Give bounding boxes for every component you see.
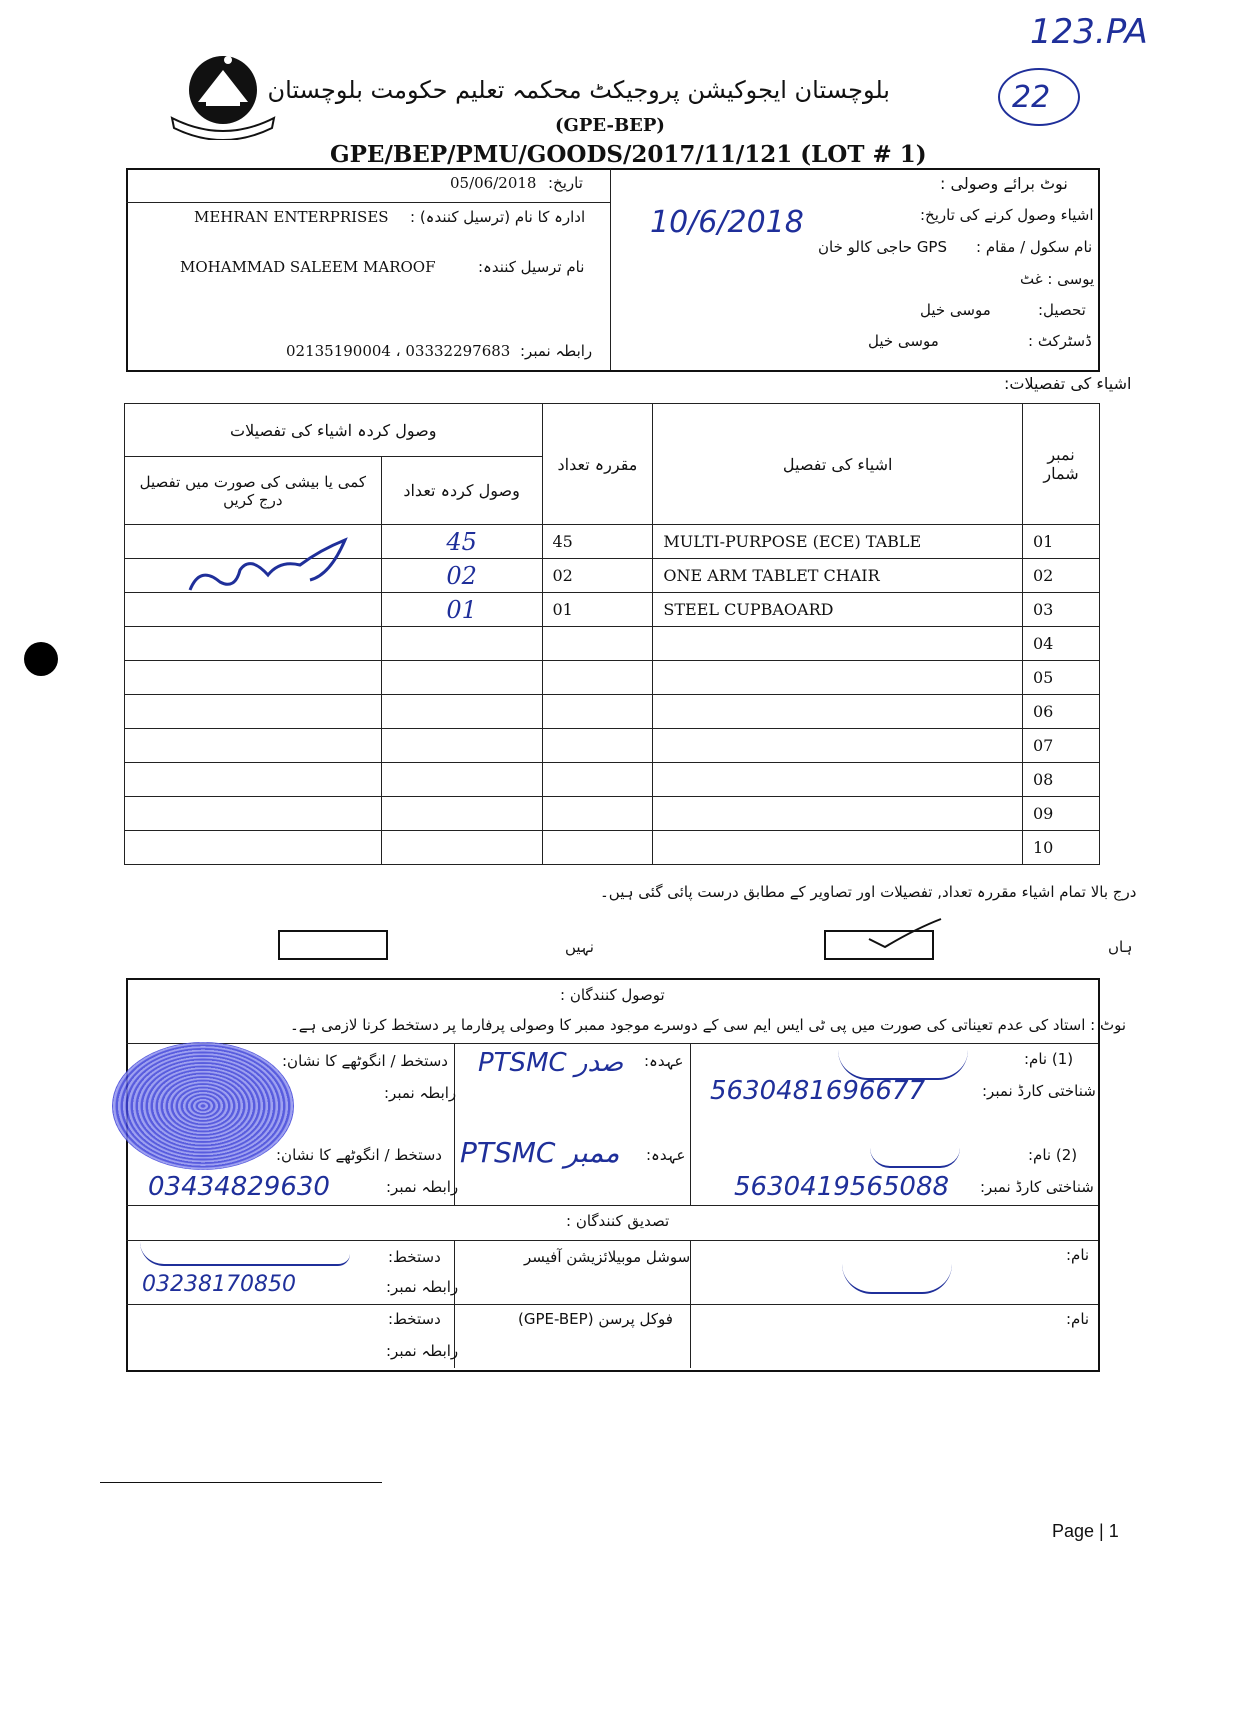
table-row: 08 [125, 763, 1100, 797]
verifier2-contact-label: رابطہ نمبر: [386, 1342, 459, 1360]
page-circle-number: 22 [1012, 80, 1051, 115]
designation2-label: عہدہ: [646, 1146, 686, 1164]
col-qty: مقررہ تعداد [542, 404, 653, 525]
cnic1-value: 5630481696677 [710, 1076, 926, 1106]
sign2-label: دستخط / انگوٹھے کا نشان: [276, 1146, 442, 1164]
col-shortfall: کمی یا بیشی کی صورت میں تفصیل درج کریں [125, 457, 382, 525]
table-row: 09 [125, 797, 1100, 831]
no-checkbox[interactable] [278, 930, 388, 960]
district-label: ڈسٹرکٹ : [1028, 332, 1092, 350]
header-reference: GPE/BEP/PMU/GOODS/2017/11/121 (LOT # 1) [330, 141, 927, 168]
firm-label: ادارہ کا نام (ترسیل کنندہ) : [410, 208, 586, 226]
tehsil-value: موسی خیل [920, 301, 991, 319]
receivers-heading: توصول کنندگان : [560, 986, 665, 1004]
corner-mark: 123.PA [1030, 12, 1148, 52]
name1-signature [838, 1046, 968, 1080]
table-row: 06 [125, 695, 1100, 729]
sender-value: MOHAMMAD SALEEM MAROOF [180, 258, 436, 276]
verifier2-sign-label: دستخط: [388, 1310, 441, 1328]
contact-label: رابطہ نمبر: [520, 342, 593, 360]
name2-label: (2) نام: [1028, 1146, 1078, 1164]
punch-hole-mark [24, 642, 58, 676]
table-row: 01 01 STEEL CUPBAOARD 03 [125, 593, 1100, 627]
tehsil-label: تحصیل: [1038, 301, 1086, 319]
cnic2-label: شناختی کارڈ نمبر: [980, 1178, 1094, 1196]
balochistan-logo-icon [168, 40, 278, 140]
items-table [124, 403, 1100, 865]
yes-label: ہاں [1108, 938, 1133, 956]
confirm-text: درج بالا تمام اشیاء مقررہ تعداد, تفصیلات اور تصاویر کے مطابق درست پائی گئی ہیں۔ [600, 883, 1137, 901]
verifier1-sign-label: دستخط: [388, 1248, 441, 1266]
note-label: نوٹ برائے وصولی : [940, 174, 1068, 193]
receivers-note: نوٹ : استاد کی عدم تعیناتی کی صورت میں پی ٹی ایس ایم سی کے دوسرے موجود ممبر کا وصولی پرفارما پر دستخط کرنا لازمی ہے۔ [290, 1016, 1127, 1034]
verifier2-name-label: نام: [1066, 1310, 1090, 1328]
col-received-qty: وصول کردہ تعداد [381, 457, 542, 525]
focal-title: فوکل پرسن (GPE-BEP) [518, 1310, 673, 1328]
district-value: موسی خیل [868, 332, 939, 350]
verifier1-contact-value: 03238170850 [142, 1272, 296, 1297]
thumbprint-icon [112, 1042, 294, 1170]
verifiers-heading: تصدیق کنندگان : [566, 1212, 670, 1230]
table-row: 10 [125, 831, 1100, 865]
footnote-rule [100, 1482, 382, 1483]
contact2-label: رابطہ نمبر: [386, 1178, 459, 1196]
table-row: 02 02 ONE ARM TABLET CHAIR 02 [125, 559, 1100, 593]
header-subtitle: (GPE-BEP) [555, 115, 665, 136]
table-row: 45 45 MULTI-PURPOSE (ECE) TABLE 01 [125, 525, 1100, 559]
date-value: 05/06/2018 [450, 174, 537, 192]
school-label: نام سکول / مقام : [976, 238, 1093, 256]
designation2-value: PTSMC ممبر [460, 1136, 620, 1169]
school-value: GPS حاجی کالو خان [818, 238, 948, 256]
sign1-label: دستخط / انگوٹھے کا نشان: [282, 1052, 448, 1070]
contact-value: 02135190004 ، 03332297683 [286, 342, 511, 360]
no-label: نہیں [565, 938, 594, 956]
uc-label: یوسی : غٹ [1020, 270, 1095, 288]
cnic2-value: 5630419565088 [734, 1172, 950, 1202]
verifier1-name-label: نام: [1066, 1246, 1090, 1264]
sender-label: نام ترسیل کنندہ: [478, 258, 585, 276]
page-number: Page | 1 [1052, 1521, 1119, 1541]
col-desc: اشیاء کی تفصیل [653, 404, 1023, 525]
date-label: تاریخ: [548, 174, 583, 192]
handwritten-scribble [180, 520, 370, 610]
table-row: 04 [125, 627, 1100, 661]
received-date-label: اشیاء وصول کرنے کی تاریخ: [920, 206, 1094, 224]
designation1-value: PTSMC صدر [478, 1048, 624, 1078]
designation1-label: عہدہ: [644, 1052, 684, 1070]
urdu-title: بلوچستان ایجوکیشن پروجیکٹ محکمہ تعلیم حکومت بلوچستان [267, 76, 890, 104]
col-received-group: وصول کردہ اشیاء کی تفصیلات [125, 404, 543, 457]
name1-label: (1) نام: [1024, 1050, 1074, 1068]
name2-signature [870, 1138, 960, 1168]
verifier1-name-signature [842, 1262, 952, 1294]
table-row: 05 [125, 661, 1100, 695]
cnic1-label: شناختی کارڈ نمبر: [982, 1082, 1096, 1100]
verifier1-contact-label: رابطہ نمبر: [386, 1278, 459, 1296]
contact1-label: رابطہ نمبر: [384, 1084, 457, 1102]
officer-title: سوشل موبیلائزیشن آفیسر [524, 1248, 691, 1266]
col-sno: نمبر شمار [1023, 404, 1100, 525]
contact2-value: 03434829630 [148, 1172, 330, 1202]
received-date-value: 10/6/2018 [650, 205, 804, 240]
table-row: 07 [125, 729, 1100, 763]
items-heading: اشیاء کی تفصیلات: [1004, 374, 1132, 393]
verifier1-signature [140, 1242, 350, 1266]
firm-value: MEHRAN ENTERPRISES [194, 208, 389, 226]
check-mark-icon [865, 915, 945, 951]
